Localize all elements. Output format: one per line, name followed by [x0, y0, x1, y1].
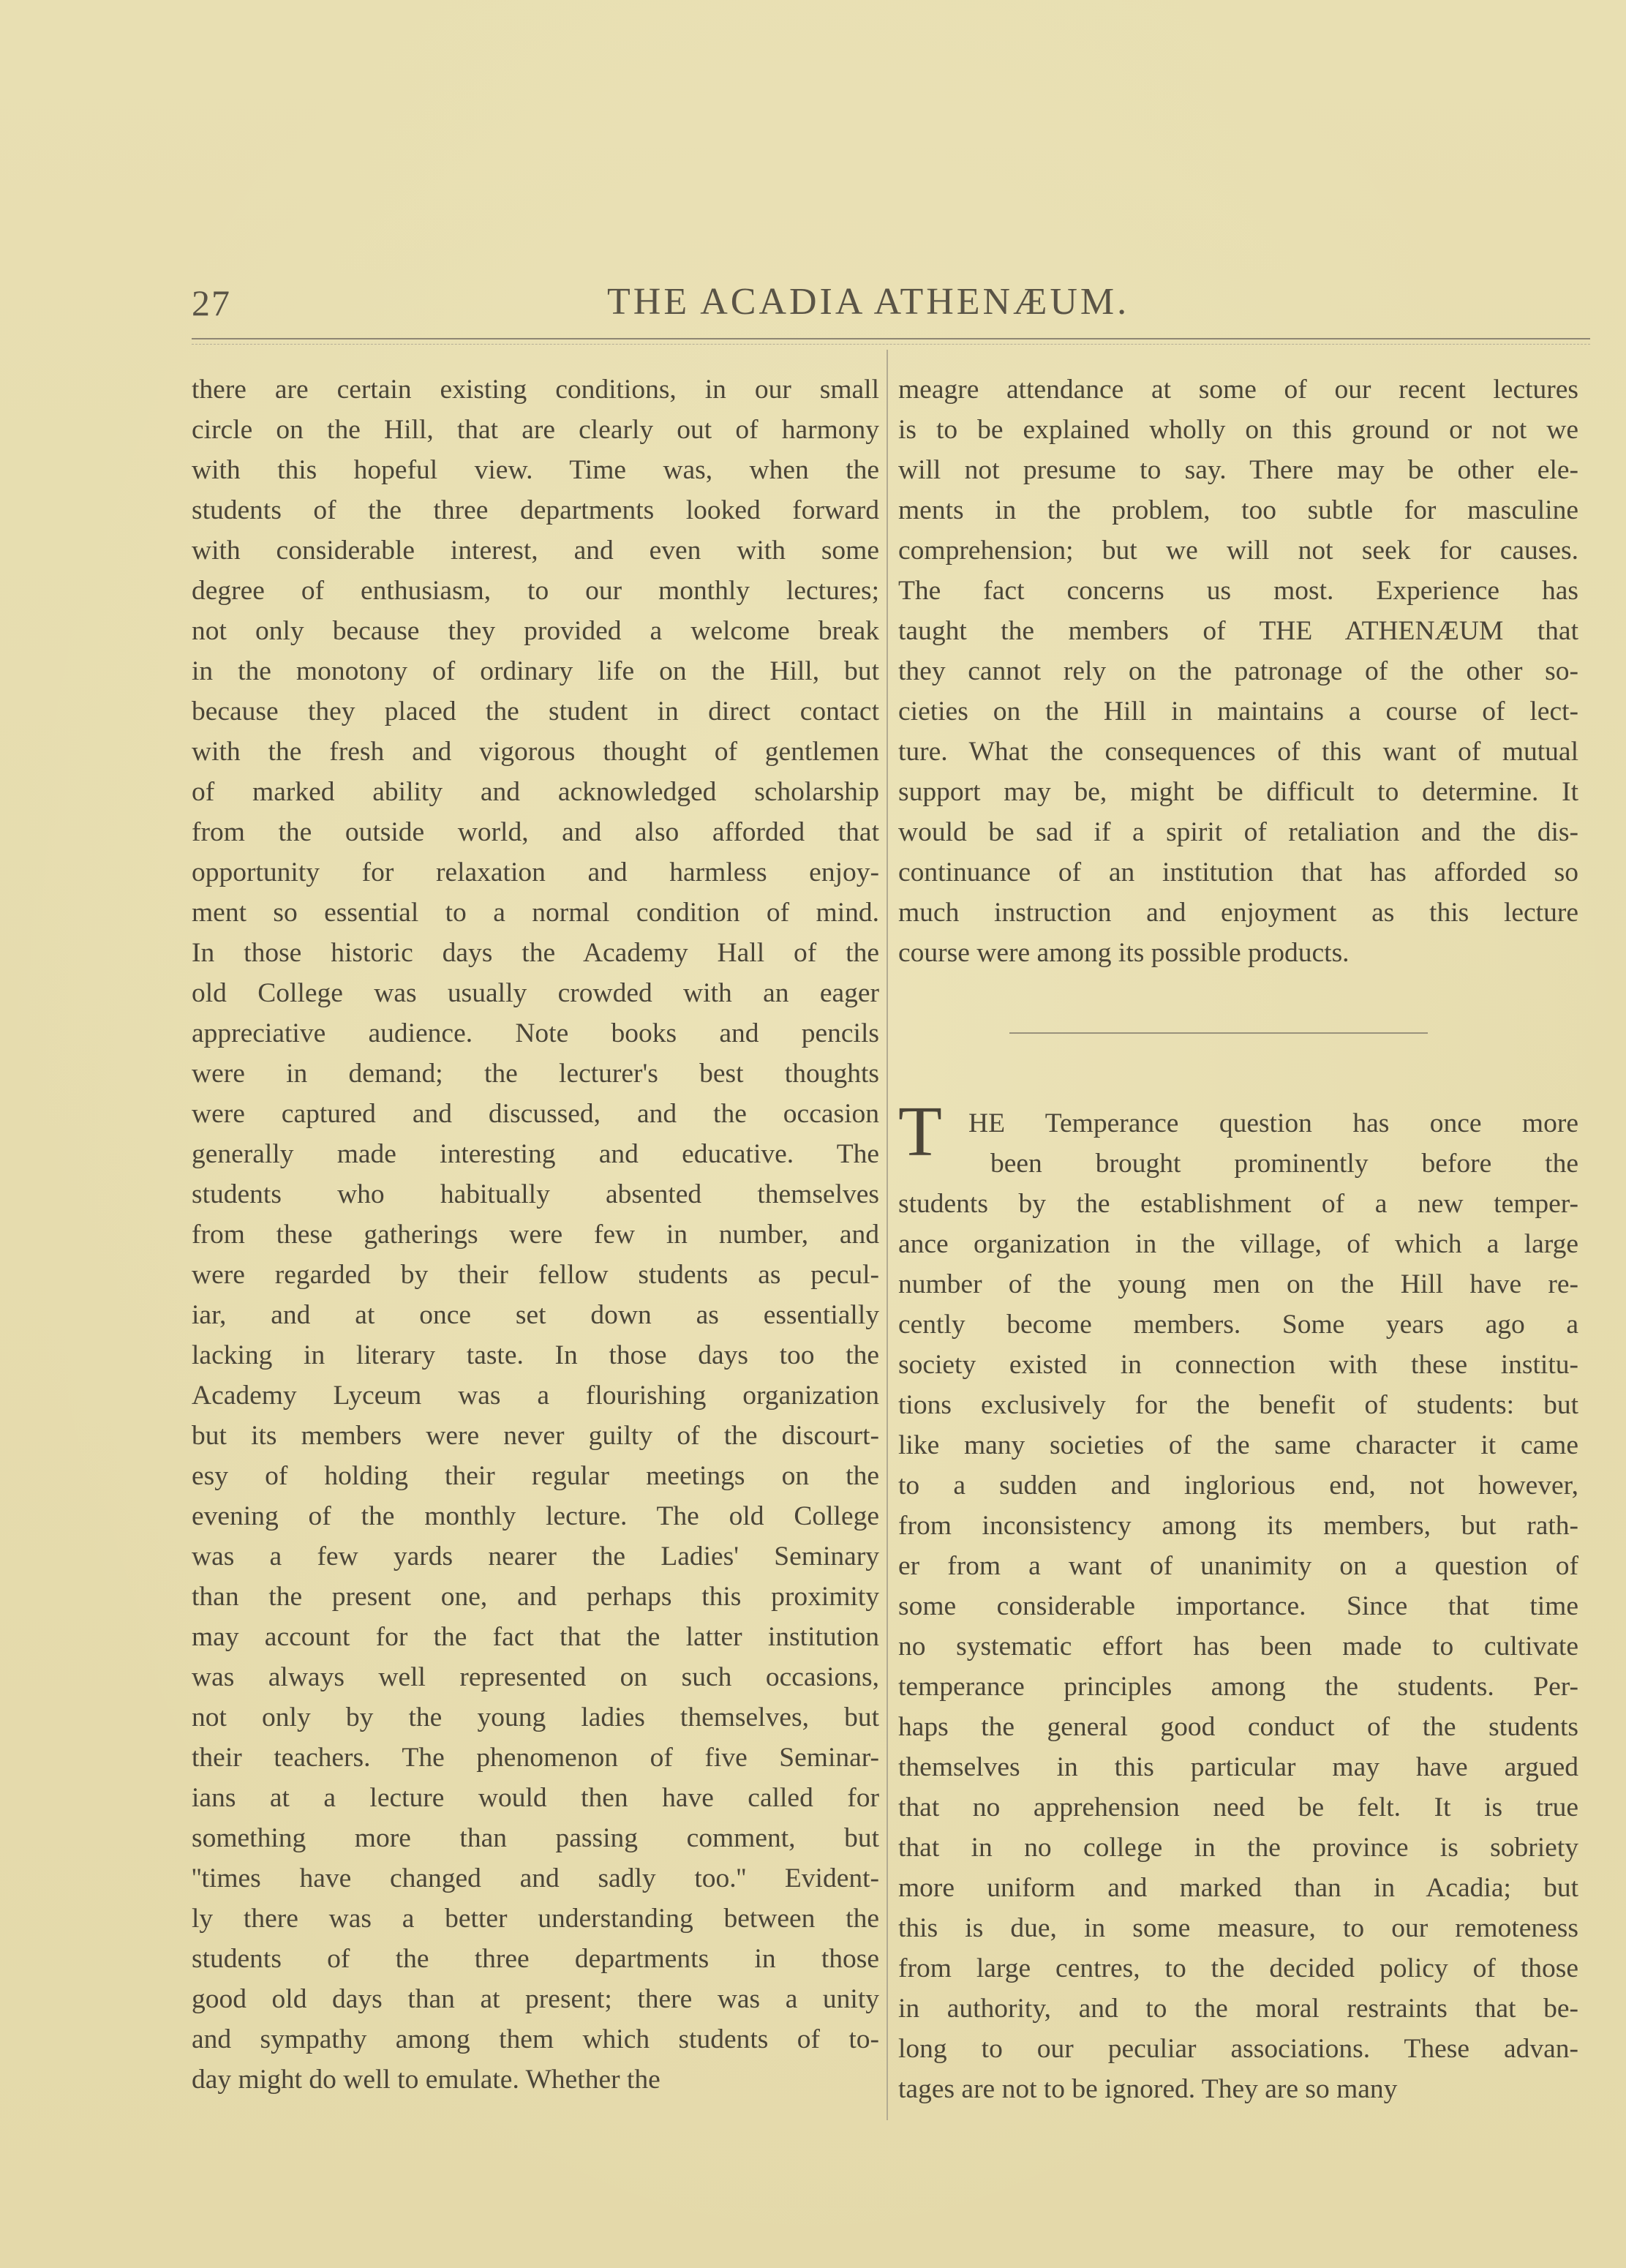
paragraph-line: students by the establishment of a new temper- — [898, 1189, 1578, 1219]
paragraph-line: their teachers. The phenomenon of five Seminar- — [192, 1743, 879, 1773]
paragraph-line: generally made interesting and educative. The — [192, 1139, 879, 1169]
paragraph-line: society existed in connection with these institu- — [898, 1350, 1578, 1380]
paragraph-line: taught the members of THE ATHENÆUM that — [898, 616, 1578, 646]
paragraph-line: been brought prominently before the — [990, 1149, 1578, 1179]
paragraph-line: that no apprehension need be felt. It is true — [898, 1792, 1578, 1822]
paragraph-line: were in demand; the lecturer's best thoughts — [192, 1059, 879, 1089]
paragraph-line: that in no college in the province is sobriety — [898, 1833, 1578, 1863]
paragraph-line: opportunity for relaxation and harmless enjoy- — [192, 857, 879, 887]
paragraph-line: comprehension; but we will not seek for causes. — [898, 536, 1578, 566]
left-column — [192, 369, 879, 2100]
paragraph-line: iar, and at once set down as essentially — [192, 1300, 879, 1330]
paragraph-line: long to our peculiar associations. These advan- — [898, 2034, 1578, 2064]
paragraph-line: tions exclusively for the benefit of students: but — [898, 1390, 1578, 1420]
paragraph-line: no systematic effort has been made to cultivate — [898, 1631, 1578, 1661]
paragraph-line: there are certain existing conditions, in our small — [192, 375, 879, 405]
paragraph-line: with considerable interest, and even with some — [192, 536, 879, 566]
paragraph-line: from the outside world, and also afforded that — [192, 817, 879, 847]
paragraph-line: is to be explained wholly on this ground or not we — [898, 415, 1578, 445]
header-rule — [192, 338, 1590, 339]
paragraph-line: In those historic days the Academy Hall of the — [192, 938, 879, 968]
paragraph-line: themselves in this particular may have argued — [898, 1752, 1578, 1782]
paragraph-line: much instruction and enjoyment as this lecture — [898, 898, 1578, 928]
paragraph-line: ly there was a better understanding between the — [192, 1904, 879, 1934]
paragraph-line: with this hopeful view. Time was, when the — [192, 455, 879, 485]
paragraph-line: but its members were never guilty of the discourt- — [192, 1421, 879, 1451]
paragraph-line: was always well represented on such occasions, — [192, 1662, 879, 1692]
section-divider-rule — [1009, 1032, 1428, 1034]
paragraph-line: to a sudden and inglorious end, not however, — [898, 1471, 1578, 1501]
paragraph-line: students of the three departments in those — [192, 1944, 879, 1974]
paragraph-line: support may be, might be difficult to determine. It — [898, 777, 1578, 807]
paragraph-line: students of the three departments looked forward — [192, 495, 879, 525]
paragraph-line: was a few yards nearer the Ladies' Seminary — [192, 1542, 879, 1572]
paragraph-line: more uniform and marked than in Acadia; but — [898, 1873, 1578, 1903]
paragraph-line: degree of enthusiasm, to our monthly lectures; — [192, 576, 879, 606]
running-title: THE ACADIA ATHENÆUM. — [607, 281, 1130, 323]
paragraph-line: because they placed the student in direct contact — [192, 696, 879, 726]
paragraph-line: Academy Lyceum was a flourishing organization — [192, 1381, 879, 1411]
header-rule-secondary — [192, 344, 1590, 345]
paragraph-line: some considerable importance. Since that time — [898, 1591, 1578, 1621]
paragraph-line: appreciative audience. Note books and pencils — [192, 1018, 879, 1048]
paragraph-line: from large centres, to the decided policy of those — [898, 1953, 1578, 1983]
paragraph-line: ture. What the consequences of this want of mutual — [898, 737, 1578, 767]
paragraph-line: and sympathy among them which students of to- — [192, 2024, 879, 2054]
paragraph-line: cieties on the Hill in maintains a course of lect- — [898, 696, 1578, 726]
paragraph-line: than the present one, and perhaps this proximity — [192, 1582, 879, 1612]
paragraph-line: not only by the young ladies themselves, but — [192, 1702, 879, 1732]
paragraph-line: would be sad if a spirit of retaliation and the dis- — [898, 817, 1578, 847]
paragraph-line: tages are not to be ignored. They are so many — [898, 2074, 1398, 2104]
right-column-bottom — [898, 1103, 1578, 2109]
paragraph-line: cently become members. Some years ago a — [898, 1310, 1578, 1340]
paragraph-line: will not presume to say. There may be other ele- — [898, 455, 1578, 485]
paragraph-line: ance organization in the village, of which a large — [898, 1229, 1578, 1259]
paragraph-line: temperance principles among the students. Per- — [898, 1672, 1578, 1702]
paragraph-line: not only because they provided a welcome break — [192, 616, 879, 646]
paragraph-line: this is due, in some measure, to our remoteness — [898, 1913, 1578, 1943]
paragraph-line: day might do well to emulate. Whether the — [192, 2065, 660, 2095]
paragraph-line: The fact concerns us most. Experience has — [898, 576, 1578, 606]
paragraph-line: lacking in literary taste. In those days too the — [192, 1340, 879, 1370]
drop-cap: T — [898, 1092, 942, 1171]
paragraph-line: ment so essential to a normal condition of mind. — [192, 898, 879, 928]
paragraph-line: of marked ability and acknowledged scholarship — [192, 777, 879, 807]
paragraph-line: course were among its possible products. — [898, 938, 1350, 968]
page-number: 27 — [192, 282, 231, 323]
paragraph-line: in authority, and to the moral restraints that be- — [898, 1994, 1578, 2024]
paragraph-line: were captured and discussed, and the occasion — [192, 1099, 879, 1129]
paragraph-line: number of the young men on the Hill have re- — [898, 1269, 1578, 1299]
paragraph-line: like many societies of the same character it came — [898, 1430, 1578, 1460]
right-column-top — [898, 369, 1578, 973]
paragraph-line: er from a want of unanimity on a question of — [898, 1551, 1578, 1581]
paragraph-line: in the monotony of ordinary life on the Hill, but — [192, 656, 879, 686]
paragraph-line: from inconsistency among its members, but rath- — [898, 1511, 1578, 1541]
paragraph-line: with the fresh and vigorous thought of gentlemen — [192, 737, 879, 767]
paragraph-line: were regarded by their fellow students as pecul- — [192, 1260, 879, 1290]
paragraph-line: ians at a lecture would then have called for — [192, 1783, 879, 1813]
paragraph-line: circle on the Hill, that are clearly out of harmony — [192, 415, 879, 445]
paragraph-line: old College was usually crowded with an eager — [192, 978, 879, 1008]
paragraph-line: meagre attendance at some of our recent lectures — [898, 375, 1578, 405]
column-divider — [887, 350, 888, 2120]
paragraph-line: something more than passing comment, but — [192, 1823, 879, 1853]
paragraph-line: they cannot rely on the patronage of the other so- — [898, 656, 1578, 686]
paragraph-line: from these gatherings were few in number, and — [192, 1220, 879, 1250]
paragraph-line: ''times have changed and sadly too.'' Evident- — [192, 1863, 879, 1893]
paragraph-line: continuance of an institution that has afforded so — [898, 857, 1578, 887]
paragraph-line: HE Temperance question has once more — [968, 1108, 1578, 1138]
paragraph-line: good old days than at present; there was a unity — [192, 1984, 879, 2014]
paragraph-line: ments in the problem, too subtle for masculine — [898, 495, 1578, 525]
paragraph-line: esy of holding their regular meetings on the — [192, 1461, 879, 1491]
paragraph-line: haps the general good conduct of the students — [898, 1712, 1578, 1742]
paragraph-line: may account for the fact that the latter institution — [192, 1622, 879, 1652]
paragraph-line: students who habitually absented themselves — [192, 1179, 879, 1209]
paragraph-line: evening of the monthly lecture. The old College — [192, 1501, 879, 1531]
